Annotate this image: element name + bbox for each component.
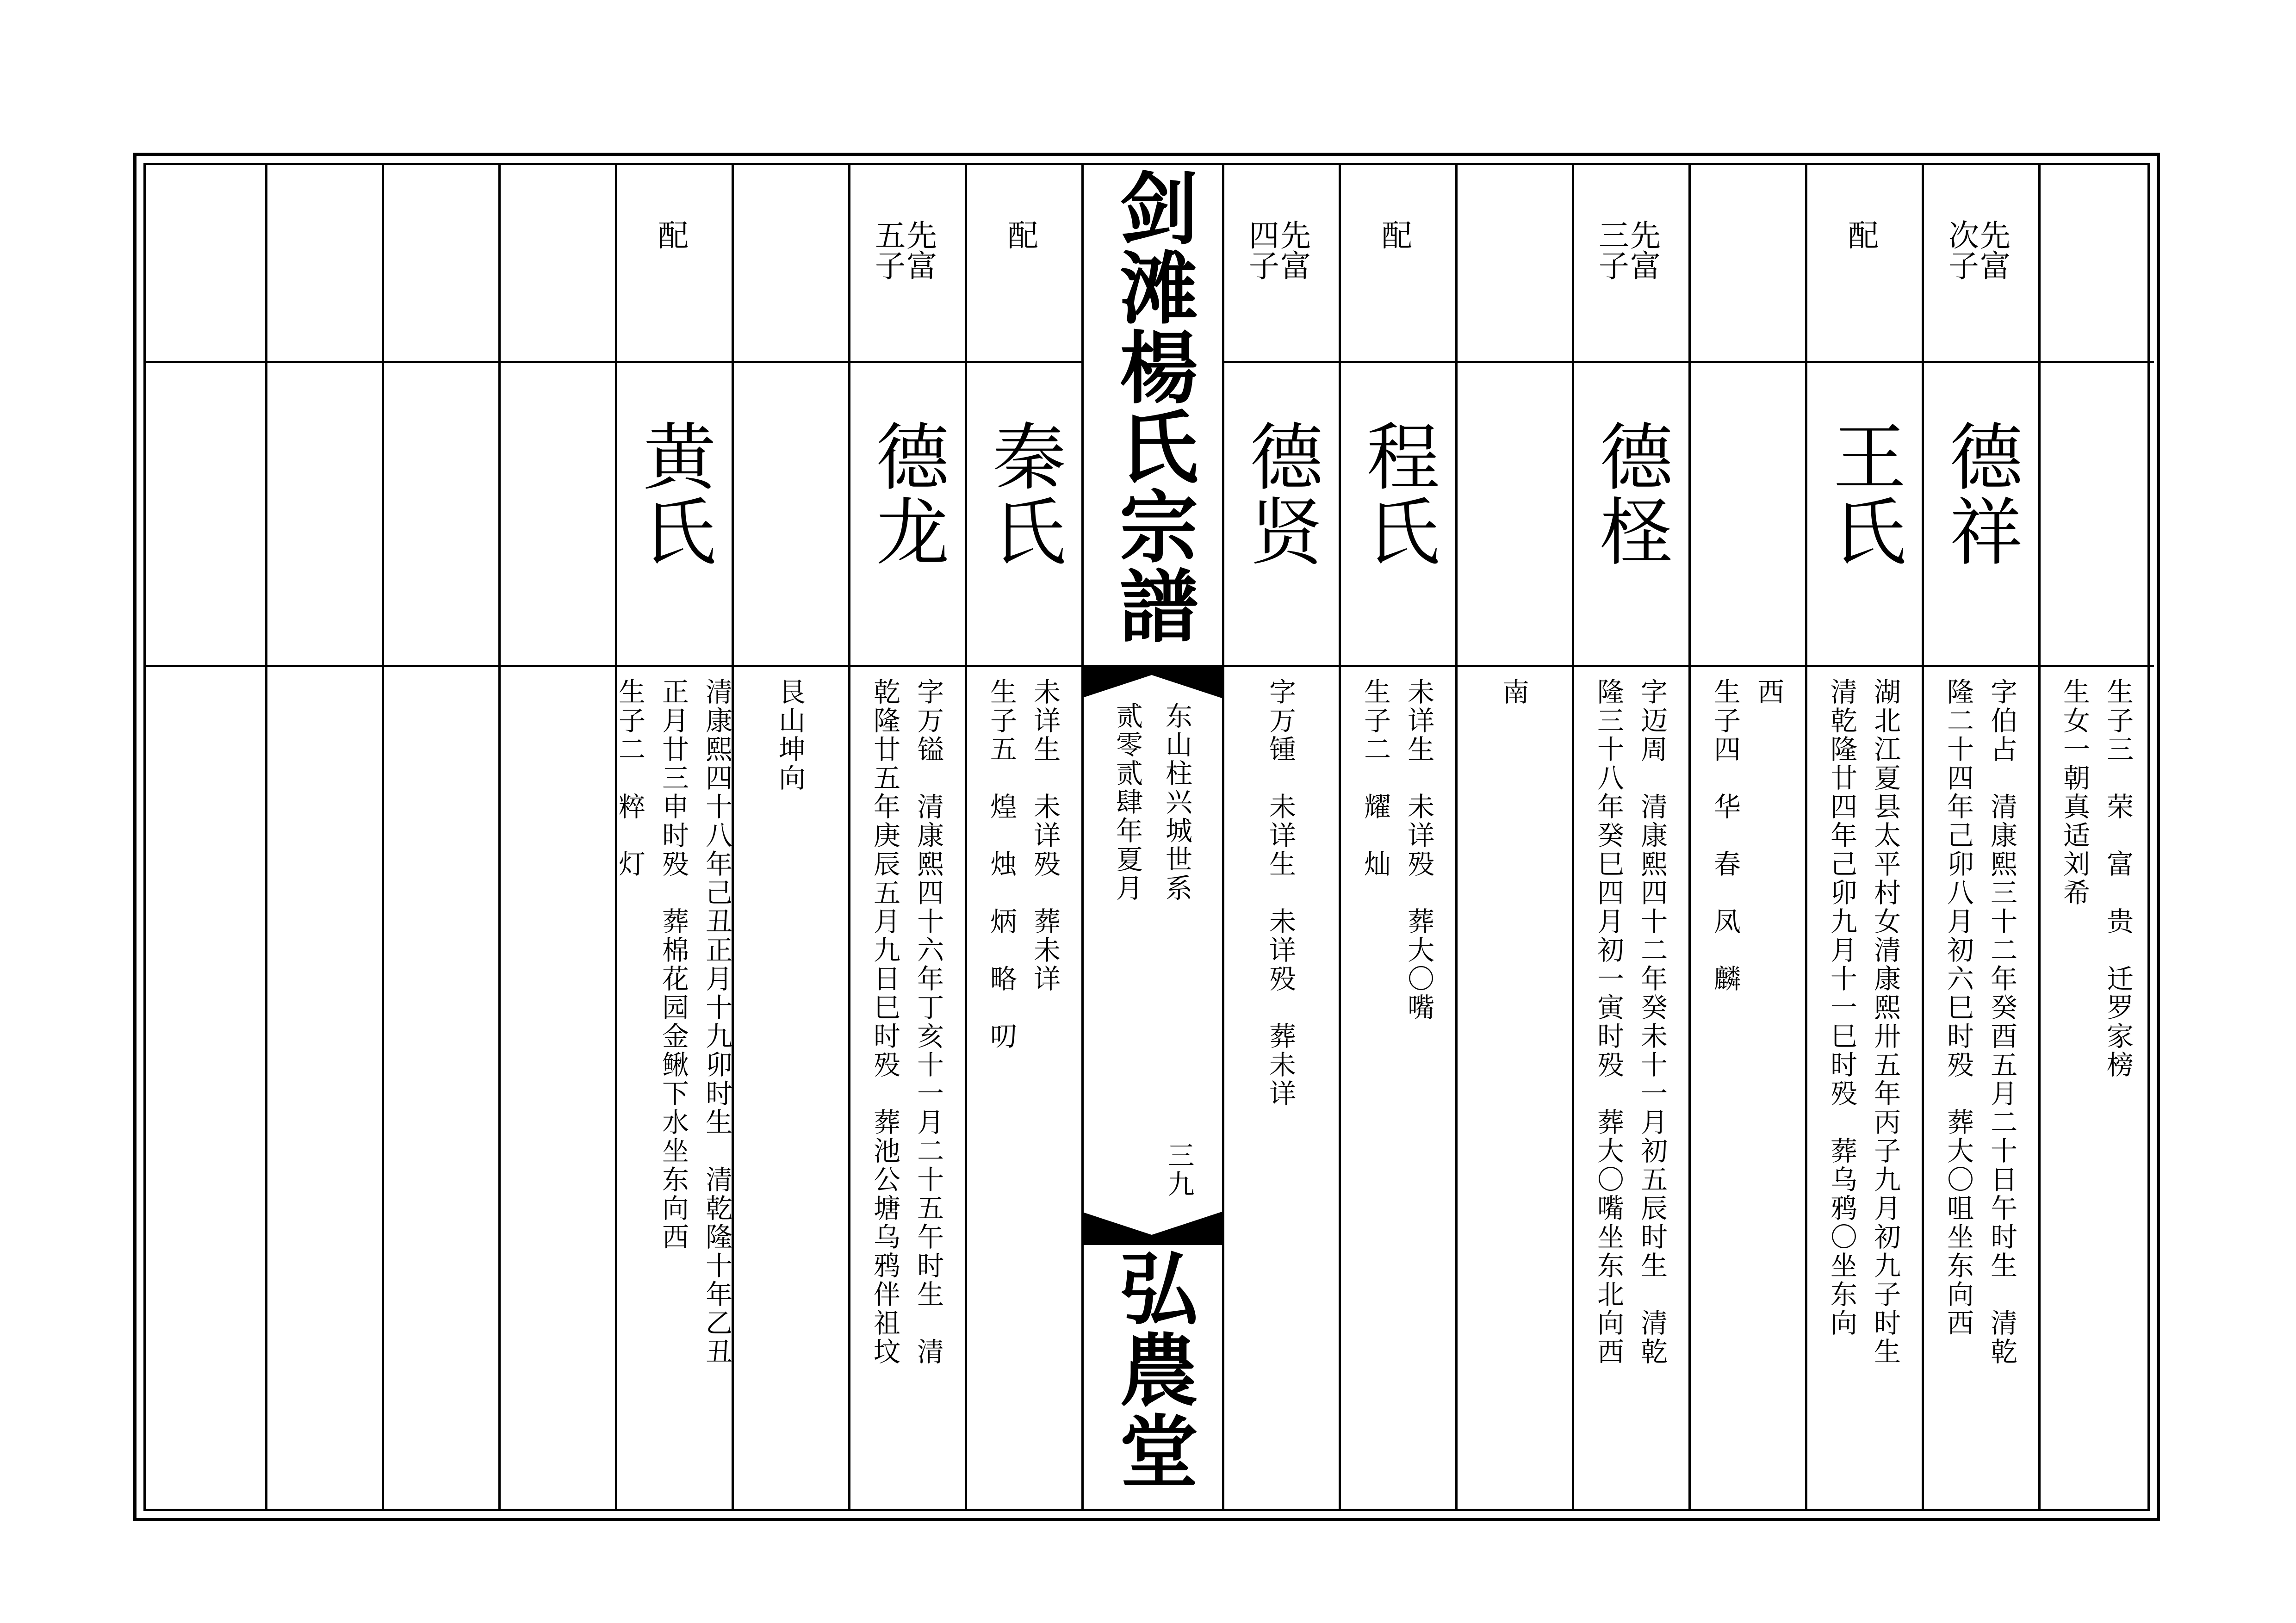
biography-text — [1924, 678, 2035, 1505]
person-name-text: 德柽 — [1588, 419, 1673, 569]
generation-label — [1572, 218, 1688, 313]
genealogy-grid — [143, 163, 2150, 1511]
biography-text — [851, 678, 962, 1505]
biography-line: 字迈周 清康熙四十二年癸未十一月初五辰时生 清乾 — [1636, 678, 1668, 1366]
row-divider-mid-left — [146, 665, 1081, 667]
biography-text — [1458, 678, 1569, 1505]
person-name — [615, 419, 732, 649]
biography-line: 清乾隆廿四年己卯九月十一巳时殁 葬乌鸦〇坐东向 — [1826, 678, 1857, 1338]
person-name-text: 德龙 — [864, 419, 949, 569]
spouse-label — [1805, 218, 1922, 313]
biography-text — [1225, 678, 1336, 1505]
page-number — [1151, 1141, 1206, 1206]
biography-text — [1691, 678, 1802, 1505]
column-divider — [848, 165, 850, 1509]
spouse-label-text: 配 — [658, 218, 689, 254]
generation-label — [848, 218, 965, 313]
person-name-text: 王氏 — [1821, 419, 1906, 569]
person-name-text: 德祥 — [1937, 419, 2023, 569]
row-divider-mid-right — [1222, 665, 2154, 667]
generation-text-line: 子富 — [1599, 248, 1662, 284]
upper-fishtail-mark — [1081, 665, 1222, 698]
biography-line: 艮山坤向 — [774, 678, 806, 793]
spine-branch: 东山柱兴城世系 — [1161, 702, 1192, 903]
person-name-text: 秦氏 — [980, 419, 1066, 569]
biography-text — [2041, 678, 2151, 1505]
column-divider — [1688, 165, 1691, 1509]
biography-line: 生子五 煌 烛 炳 略 叨 — [986, 678, 1017, 1051]
person-name — [848, 419, 965, 649]
biography-line: 未详生 未详殁 葬大〇嘴 — [1403, 678, 1435, 1022]
column-divider — [1805, 165, 1807, 1509]
biography-line: 未详生 未详殁 葬未详 — [1029, 678, 1061, 993]
biography-line: 生女一朝真适刘希 — [2059, 678, 2090, 907]
biography-line: 生子二 粹 灯 — [614, 678, 645, 879]
spine-subtitle — [1081, 702, 1222, 961]
person-name — [1805, 419, 1922, 649]
person-name — [1572, 419, 1688, 649]
column-divider — [382, 165, 384, 1509]
biography-line: 字万镒 清康熙四十六年丁亥十一月二十五午时生 清 — [912, 678, 944, 1366]
column-divider — [1222, 165, 1224, 1509]
biography-line: 西 — [1753, 678, 1785, 706]
spouse-label-text: 配 — [1382, 218, 1412, 254]
generation-text-line: 子富 — [1948, 248, 2011, 284]
biography-text — [1808, 678, 1919, 1505]
biography-line: 字万锺 未详生 未详殁 葬未详 — [1265, 678, 1297, 1108]
biography-line: 生子四 华 春 凤 麟 — [1709, 678, 1741, 993]
spouse-label-text: 配 — [1008, 218, 1038, 254]
biography-line: 生子三 荣 富 贵 迁罗家榜 — [2102, 678, 2134, 1079]
generation-text-line: 四先 — [1249, 218, 1312, 254]
generation-text-line: 子富 — [875, 248, 938, 284]
column-divider — [498, 165, 501, 1509]
spouse-label — [1339, 218, 1455, 313]
person-name — [1222, 419, 1339, 649]
hall-name-text: 弘農堂 — [1106, 1248, 1198, 1492]
biography-line: 隆二十四年己卯八月初六巳时殁 葬大〇咀坐东向西 — [1942, 678, 1974, 1338]
page-number-text: 三九 — [1163, 1141, 1195, 1199]
person-name-text: 德贤 — [1238, 419, 1323, 569]
row-divider-top-left — [146, 361, 1081, 363]
biography-line: 南 — [1498, 678, 1530, 706]
biography-line: 生子二 耀 灿 — [1359, 678, 1391, 879]
biography-text — [968, 678, 1079, 1505]
column-divider — [1339, 165, 1341, 1509]
column-divider — [1572, 165, 1574, 1509]
biography-line: 乾隆廿五年庚辰五月九日巳时殁 葬池公塘乌鸦伴祖坟 — [869, 678, 900, 1366]
person-name-text: 程氏 — [1354, 419, 1440, 569]
column-divider — [1455, 165, 1458, 1509]
hall-name — [1081, 1248, 1222, 1507]
generation-label — [1922, 218, 2038, 313]
biography-line: 字伯占 清康熙三十二年癸酉五月二十日午时生 清乾 — [1986, 678, 2018, 1366]
biography-text — [734, 678, 845, 1505]
spouse-label — [615, 218, 732, 313]
biography-text — [614, 678, 733, 1505]
biography-line: 正月廿三申时殁 葬棉花园金鳅下水坐东向西 — [658, 678, 689, 1251]
spouse-label — [965, 218, 1081, 313]
biography-line: 湖北江夏县太平村女清康熙卅五年丙子九月初九子时生 — [1869, 678, 1901, 1366]
biography-text — [1341, 678, 1452, 1505]
column-divider — [1922, 165, 1924, 1509]
spouse-label-text: 配 — [1848, 218, 1879, 254]
generation-text-line: 五先 — [875, 218, 938, 254]
column-divider — [265, 165, 267, 1509]
page-frame — [133, 153, 2160, 1521]
generation-text-line: 三先 — [1599, 218, 1662, 254]
person-name-text: 黄氏 — [631, 419, 716, 569]
person-name — [1922, 419, 2038, 649]
biography-line: 清康熙四十八年己丑正月十九卯时生 清乾隆十年乙丑 — [701, 678, 733, 1366]
person-name — [1339, 419, 1455, 649]
person-name — [965, 419, 1081, 649]
generation-label — [1222, 218, 1339, 313]
lower-fishtail-mark — [1081, 1212, 1222, 1245]
biography-text — [1575, 678, 1686, 1505]
spine-date: 贰零贰肆年夏月 — [1111, 702, 1143, 903]
column-divider — [965, 165, 967, 1509]
row-divider-top-right — [1222, 361, 2154, 363]
generation-text-line: 子富 — [1249, 248, 1312, 284]
generation-text-line: 次先 — [1948, 218, 2011, 254]
spine-title-text: 剑滩楊氏宗譜 — [1106, 167, 1198, 645]
column-divider — [2038, 165, 2041, 1509]
biography-line: 隆三十八年癸巳四月初一寅时殁 葬大〇嘴坐东北向西 — [1593, 678, 1624, 1366]
